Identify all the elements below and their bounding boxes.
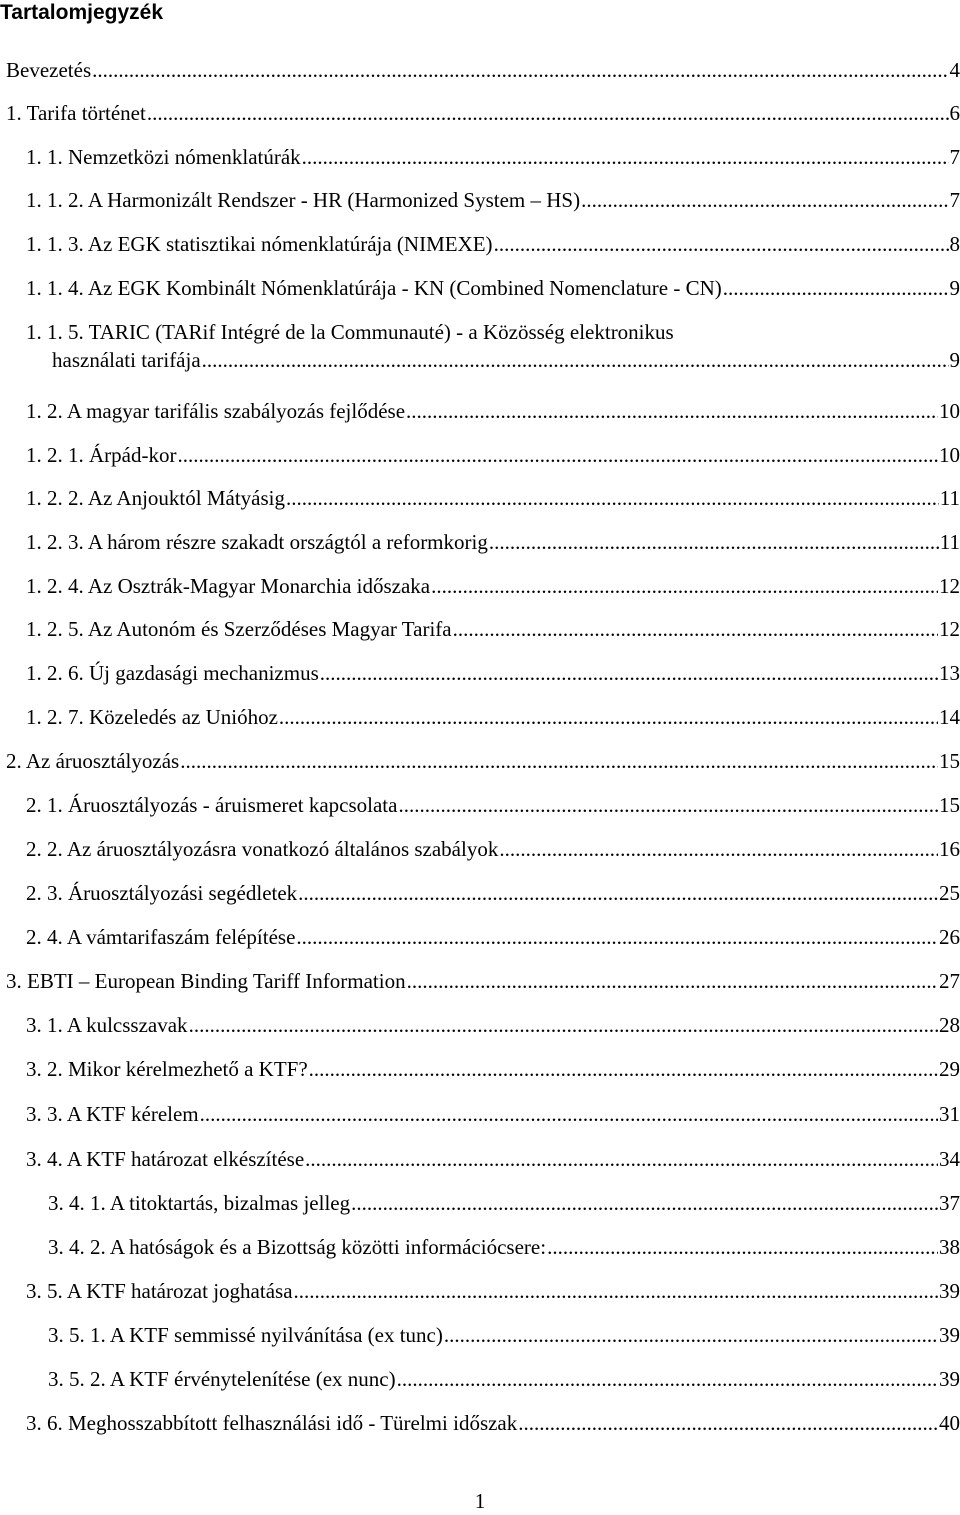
toc-dot-leader	[177, 441, 938, 469]
toc-entry-title: 1. 2. 5. Az Autonóm és Szerződéses Magyar Tarifa	[26, 617, 452, 641]
toc-entry-page: 31	[939, 1102, 960, 1126]
toc-entry-page: 15	[939, 793, 960, 817]
toc-entry-page: 40	[939, 1411, 960, 1435]
toc-entry[interactable]	[26, 230, 960, 258]
toc-entry[interactable]	[6, 56, 960, 84]
toc-entry[interactable]	[26, 1011, 960, 1039]
toc-dot-leader	[581, 186, 948, 214]
toc-dot-leader	[723, 274, 949, 302]
toc-entry-page: 15	[939, 749, 960, 773]
toc-entry-title: 3. 5. A KTF határozat joghatása	[26, 1279, 293, 1303]
toc-entry[interactable]	[26, 318, 960, 374]
toc-dot-leader	[547, 1233, 938, 1261]
toc-entry-title: 2. 3. Áruosztályozási segédletek	[26, 881, 298, 905]
toc-dot-leader	[499, 835, 938, 863]
toc-dot-leader	[406, 397, 938, 425]
toc-dot-leader	[286, 484, 939, 512]
toc-entry-page: 10	[939, 399, 960, 423]
toc-dot-leader	[444, 1321, 938, 1349]
toc-dot-leader	[494, 230, 949, 258]
toc-entry-title-continued: használati tarifája	[52, 348, 201, 372]
toc-entry[interactable]	[48, 1233, 960, 1261]
toc-entry[interactable]	[26, 879, 960, 907]
toc-dot-leader	[298, 879, 938, 907]
toc-entry-title: 3. 4. A KTF határozat elkészítése	[26, 1147, 305, 1171]
toc-entry[interactable]	[26, 791, 960, 819]
toc-dot-leader	[296, 923, 938, 951]
toc-entry-page: 7	[949, 145, 960, 169]
toc-entry[interactable]	[26, 143, 960, 171]
toc-dot-leader	[189, 1011, 938, 1039]
toc-entry-title: 3. 1. A kulcsszavak	[26, 1013, 188, 1037]
toc-entry-page: 27	[939, 969, 960, 993]
toc-dot-leader	[147, 99, 949, 127]
toc-entry[interactable]	[48, 1321, 960, 1349]
toc-entry-page: 7	[949, 188, 960, 212]
toc-entry-title: 2. Az áruosztályozás	[6, 749, 180, 773]
toc-dot-leader	[309, 1055, 938, 1083]
toc-dot-leader	[397, 1365, 938, 1393]
toc-entry-title: 1. 2. 2. Az Anjouktól Mátyásig	[26, 486, 285, 510]
toc-entry-page: 25	[939, 881, 960, 905]
toc-entry[interactable]	[26, 441, 960, 469]
toc-dot-leader	[431, 572, 938, 600]
toc-entry[interactable]	[26, 274, 960, 302]
toc-dot-leader	[279, 703, 938, 731]
toc-entry[interactable]	[26, 615, 960, 643]
toc-entry-page: 9	[949, 348, 960, 372]
toc-entry[interactable]	[6, 99, 960, 127]
toc-entry[interactable]	[26, 1100, 960, 1128]
toc-entry[interactable]	[26, 923, 960, 951]
toc-dot-leader	[294, 1277, 938, 1305]
toc-entry-page: 38	[939, 1235, 960, 1259]
toc-entry[interactable]	[26, 186, 960, 214]
toc-entry-title: 3. 2. Mikor kérelmezhető a KTF?	[26, 1057, 308, 1081]
toc-entry-title: 3. 3. A KTF kérelem	[26, 1102, 199, 1126]
toc-entry-title: 1. 1. 5. TARIC (TARif Intégré de la Communauté) - a Közösség elektronikus	[26, 320, 674, 344]
toc-entry-title: 3. 4. 2. A hatóságok és a Bizottság közötti információcsere:	[48, 1235, 547, 1259]
toc-entry-page: 39	[939, 1367, 960, 1391]
toc-entry-title: 1. 2. A magyar tarifális szabályozás fejlődése	[26, 399, 406, 423]
toc-entry-title: 1. 2. 4. Az Osztrák-Magyar Monarchia időszaka	[26, 574, 431, 598]
toc-entry-page: 11	[939, 530, 960, 554]
toc-entry-title: 3. EBTI – European Binding Tariff Information	[6, 969, 406, 993]
toc-entry[interactable]	[48, 1365, 960, 1393]
toc-entry-title: 1. 2. 6. Új gazdasági mechanizmus	[26, 661, 319, 685]
toc-entry-title: 1. 1. Nemzetközi nómenklatúrák	[26, 145, 301, 169]
toc-entry-page: 26	[939, 925, 960, 949]
toc-entry-page: 8	[949, 232, 960, 256]
toc-entry-title: 1. 2. 7. Közeledés az Unióhoz	[26, 705, 278, 729]
toc-entry-title: 1. 1. 2. A Harmonizált Rendszer - HR (Harmonized System – HS)	[26, 188, 581, 212]
toc-entry-title: 1. 2. 1. Árpád-kor	[26, 443, 177, 467]
toc-entry-page: 12	[939, 574, 960, 598]
toc-entry-page: 28	[939, 1013, 960, 1037]
toc-entry-page: 14	[939, 705, 960, 729]
toc-dot-leader	[305, 1145, 938, 1173]
toc-dot-leader	[200, 1100, 938, 1128]
toc-entry-title: 2. 1. Áruosztályozás - áruismeret kapcsolata	[26, 793, 398, 817]
toc-entry[interactable]	[26, 1277, 960, 1305]
toc-entry[interactable]	[26, 397, 960, 425]
toc-entry[interactable]	[26, 835, 960, 863]
toc-dot-leader	[351, 1189, 938, 1217]
toc-entry-title: 1. 2. 3. A három részre szakadt országtól a reformkorig	[26, 530, 488, 554]
toc-entry-title: 3. 6. Meghosszabbított felhasználási idő - Türelmi időszak	[26, 1411, 518, 1435]
toc-dot-leader	[518, 1409, 938, 1437]
toc-dot-leader	[92, 56, 948, 84]
toc-entry[interactable]	[26, 703, 960, 731]
toc-entry-title: 1. 1. 4. Az EGK Kombinált Nómenklatúrája - KN (Combined Nomenclature - CN)	[26, 276, 722, 300]
toc-entry[interactable]	[26, 528, 960, 556]
toc-entry-page: 29	[939, 1057, 960, 1081]
toc-entry[interactable]	[48, 1189, 960, 1217]
toc-dot-leader	[180, 747, 938, 775]
toc-entry-title: 1. 1. 3. Az EGK statisztikai nómenklatúrája (NIMEXE)	[26, 232, 493, 256]
toc-entry-page: 37	[939, 1191, 960, 1215]
toc-entry[interactable]	[26, 1145, 960, 1173]
toc-entry-page: 39	[939, 1323, 960, 1347]
toc-entry-page: 39	[939, 1279, 960, 1303]
toc-entry[interactable]	[26, 1055, 960, 1083]
toc-entry-page: 6	[949, 101, 960, 125]
toc-entry-title: 3. 5. 2. A KTF érvénytelenítése (ex nunc)	[48, 1367, 396, 1391]
toc-dot-leader	[202, 346, 949, 374]
toc-dot-leader	[489, 528, 939, 556]
toc-entry-page: 4	[949, 58, 960, 82]
toc-entry-page: 16	[939, 837, 960, 861]
toc-entry-title: 2. 2. Az áruosztályozásra vonatkozó általános szabályok	[26, 837, 499, 861]
toc-dot-leader	[302, 143, 949, 171]
toc-entry[interactable]	[6, 747, 960, 775]
toc-entry-title: 2. 4. A vámtarifaszám felépítése	[26, 925, 296, 949]
toc-dot-leader	[320, 659, 938, 687]
toc-dot-leader	[407, 967, 938, 995]
toc-entry-title: 3. 5. 1. A KTF semmissé nyilvánítása (ex tunc)	[48, 1323, 443, 1347]
toc-entry-title: 1. Tarifa történet	[6, 101, 146, 125]
toc-entry-page: 34	[939, 1147, 960, 1171]
toc-entry[interactable]	[26, 1409, 960, 1437]
toc-entry-page: 11	[939, 486, 960, 510]
toc-entry[interactable]	[26, 572, 960, 600]
toc-entry-page: 9	[949, 276, 960, 300]
toc-entry[interactable]	[26, 484, 960, 512]
toc-entry-page: 13	[939, 661, 960, 685]
toc-entry[interactable]	[26, 659, 960, 687]
toc-dot-leader	[453, 615, 938, 643]
toc-entry[interactable]	[6, 967, 960, 995]
toc-entry-title: 3. 4. 1. A titoktartás, bizalmas jelleg	[48, 1191, 351, 1215]
toc-entry-page: 12	[939, 617, 960, 641]
page-number: 1	[474, 1489, 486, 1513]
page-title: Tartalomjegyzék	[0, 1, 164, 24]
toc-entry-page: 10	[939, 443, 960, 467]
toc-entry-title: Bevezetés	[6, 58, 92, 82]
toc-dot-leader	[398, 791, 938, 819]
